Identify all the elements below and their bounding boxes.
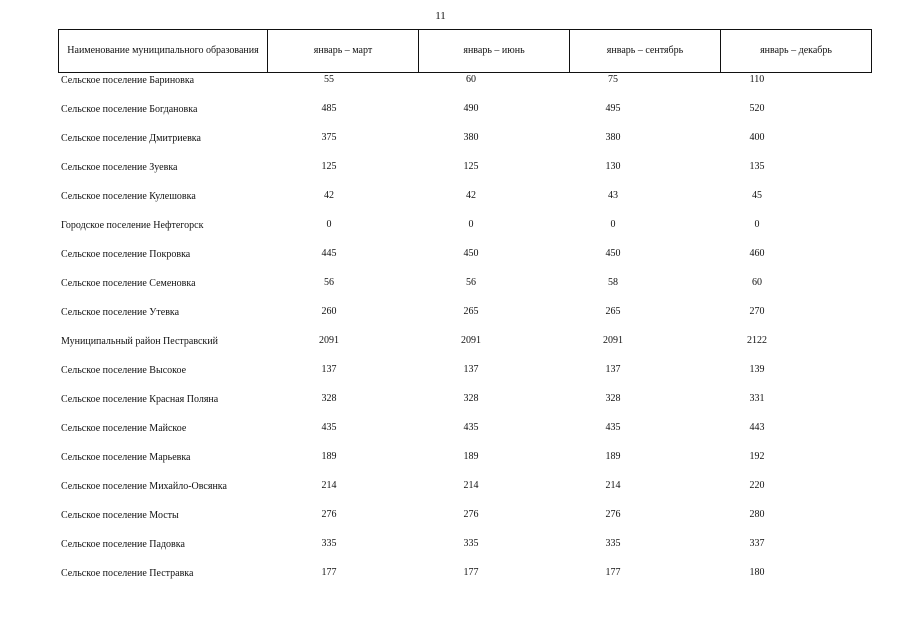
- municipality-name: Сельское поселение Марьевка: [61, 452, 191, 463]
- table-row: [58, 276, 828, 305]
- value-jan-jun: 490: [463, 103, 479, 114]
- table-row: [58, 102, 828, 131]
- value-jan-sep: 335: [605, 538, 621, 549]
- value-jan-mar: 177: [321, 567, 337, 578]
- value-jan-sep: 75: [608, 74, 618, 85]
- municipality-name: Сельское поселение Майское: [61, 423, 187, 434]
- value-jan-dec: 60: [752, 277, 762, 288]
- value-jan-jun: 137: [463, 364, 479, 375]
- value-jan-mar: 42: [324, 190, 334, 201]
- value-jan-dec: 443: [749, 422, 765, 433]
- value-jan-dec: 337: [749, 538, 765, 549]
- table-row: [58, 73, 828, 102]
- table-row: [58, 305, 828, 334]
- table-row: [58, 160, 828, 189]
- value-jan-sep: 265: [605, 306, 621, 317]
- header-municipality: Наименование муниципального образования: [59, 30, 268, 73]
- municipality-name: Сельское поселение Кулешовка: [61, 191, 196, 202]
- value-jan-jun: 189: [463, 451, 479, 462]
- table-header: [58, 29, 872, 73]
- value-jan-mar: 435: [321, 422, 337, 433]
- municipality-name: Сельское поселение Пестравка: [61, 568, 194, 579]
- value-jan-sep: 328: [605, 393, 621, 404]
- municipality-name: Сельское поселение Мосты: [61, 510, 179, 521]
- value-jan-dec: 2122: [747, 335, 767, 346]
- value-jan-sep: 177: [605, 567, 621, 578]
- value-jan-mar: 189: [321, 451, 337, 462]
- table-row: [58, 566, 828, 595]
- value-jan-sep: 137: [605, 364, 621, 375]
- header-jan-dec: январь – декабрь: [721, 30, 872, 73]
- value-jan-sep: 130: [605, 161, 621, 172]
- value-jan-jun: 56: [466, 277, 476, 288]
- value-jan-jun: 42: [466, 190, 476, 201]
- value-jan-jun: 60: [466, 74, 476, 85]
- table-row: [58, 421, 828, 450]
- table-row: [58, 537, 828, 566]
- value-jan-mar: 56: [324, 277, 334, 288]
- table-row: [58, 247, 828, 276]
- value-jan-sep: 495: [605, 103, 621, 114]
- value-jan-sep: 2091: [603, 335, 623, 346]
- municipality-name: Сельское поселение Утевка: [61, 307, 180, 318]
- header-jan-sep: январь – сентябрь: [570, 30, 721, 73]
- value-jan-dec: 192: [749, 451, 765, 462]
- value-jan-sep: 43: [608, 190, 618, 201]
- value-jan-jun: 380: [463, 132, 479, 143]
- table-row: [58, 392, 828, 421]
- value-jan-mar: 260: [321, 306, 337, 317]
- value-jan-sep: 189: [605, 451, 621, 462]
- value-jan-mar: 328: [321, 393, 337, 404]
- table-row: [58, 189, 828, 218]
- value-jan-sep: 380: [605, 132, 621, 143]
- page-number: 11: [435, 10, 446, 22]
- value-jan-mar: 335: [321, 538, 337, 549]
- table-body: [58, 73, 828, 595]
- value-jan-sep: 276: [605, 509, 621, 520]
- value-jan-dec: 280: [749, 509, 765, 520]
- header-jan-mar: январь – март: [268, 30, 419, 73]
- table-row: [58, 131, 828, 160]
- municipality-name: Муниципальный район Пестравский: [61, 336, 218, 347]
- table-row: [58, 218, 828, 247]
- value-jan-dec: 45: [752, 190, 762, 201]
- value-jan-dec: 139: [749, 364, 765, 375]
- value-jan-dec: 460: [749, 248, 765, 259]
- value-jan-sep: 0: [610, 219, 616, 230]
- header-jan-jun: январь – июнь: [419, 30, 570, 73]
- municipality-name: Сельское поселение Дмитриевка: [61, 133, 201, 144]
- value-jan-jun: 214: [463, 480, 479, 491]
- table-row: [58, 334, 828, 363]
- value-jan-jun: 328: [463, 393, 479, 404]
- value-jan-sep: 214: [605, 480, 621, 491]
- municipality-name: Сельское поселение Богдановка: [61, 104, 198, 115]
- value-jan-sep: 58: [608, 277, 618, 288]
- value-jan-jun: 450: [463, 248, 479, 259]
- value-jan-jun: 2091: [461, 335, 481, 346]
- value-jan-dec: 331: [749, 393, 765, 404]
- value-jan-dec: 135: [749, 161, 765, 172]
- value-jan-dec: 520: [749, 103, 765, 114]
- value-jan-mar: 445: [321, 248, 337, 259]
- value-jan-jun: 0: [468, 219, 474, 230]
- value-jan-dec: 400: [749, 132, 765, 143]
- value-jan-mar: 375: [321, 132, 337, 143]
- table-row: [58, 508, 828, 537]
- value-jan-jun: 125: [463, 161, 479, 172]
- value-jan-jun: 335: [463, 538, 479, 549]
- municipality-name: Сельское поселение Падовка: [61, 539, 185, 550]
- value-jan-mar: 137: [321, 364, 337, 375]
- value-jan-dec: 0: [754, 219, 760, 230]
- value-jan-mar: 485: [321, 103, 337, 114]
- value-jan-jun: 276: [463, 509, 479, 520]
- value-jan-mar: 125: [321, 161, 337, 172]
- value-jan-sep: 435: [605, 422, 621, 433]
- municipality-name: Сельское поселение Покровка: [61, 249, 191, 260]
- value-jan-mar: 214: [321, 480, 337, 491]
- table-row: [58, 363, 828, 392]
- municipality-name: Сельское поселение Зуевка: [61, 162, 178, 173]
- municipality-name: Сельское поселение Красная Поляна: [61, 394, 219, 405]
- table-row: [58, 479, 828, 508]
- value-jan-sep: 450: [605, 248, 621, 259]
- municipality-name: Городское поселение Нефтегорск: [61, 220, 204, 231]
- value-jan-mar: 276: [321, 509, 337, 520]
- value-jan-dec: 180: [749, 567, 765, 578]
- header-row: [59, 30, 872, 73]
- municipality-name: Сельское поселение Бариновка: [61, 75, 195, 86]
- value-jan-mar: 2091: [319, 335, 339, 346]
- value-jan-jun: 435: [463, 422, 479, 433]
- value-jan-dec: 220: [749, 480, 765, 491]
- value-jan-dec: 270: [749, 306, 765, 317]
- municipality-name: Сельское поселение Высокое: [61, 365, 187, 376]
- value-jan-dec: 110: [749, 74, 765, 85]
- value-jan-jun: 265: [463, 306, 479, 317]
- municipality-name: Сельское поселение Семеновка: [61, 278, 196, 289]
- value-jan-mar: 0: [326, 219, 332, 230]
- value-jan-mar: 55: [324, 74, 334, 85]
- table-row: [58, 450, 828, 479]
- value-jan-jun: 177: [463, 567, 479, 578]
- municipality-name: Сельское поселение Михайло-Овсянка: [61, 481, 227, 492]
